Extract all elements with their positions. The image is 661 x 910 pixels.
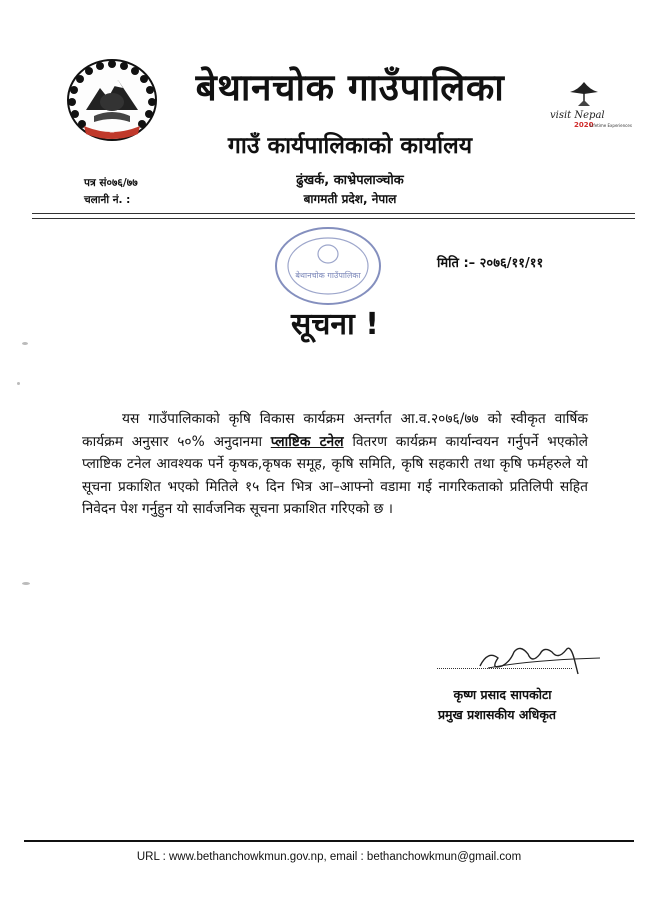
notice-body bbox=[82, 408, 588, 521]
notice-body-highlight: प्लाष्टिक टनेल bbox=[270, 433, 344, 450]
svg-text:—: — bbox=[109, 130, 115, 136]
nepal-government-emblem-icon bbox=[66, 58, 158, 142]
notice-body-part1: यस गाउँपालिकाको कृषि विकास कार्यक्रम अन्तर्गत आ.व.२०७६/७७ को स्वीकृत वार्षिक कार्यक्रम अनुसार ५०% अनुदानमा bbox=[82, 411, 588, 450]
scan-speck bbox=[22, 582, 30, 585]
office-province: बागमती प्रदेश, नेपाल bbox=[303, 192, 397, 206]
svg-text:2020: 2020 bbox=[574, 121, 594, 129]
header-divider-bottom bbox=[32, 218, 635, 219]
svg-text:visit Nepal: visit Nepal bbox=[550, 110, 605, 121]
signatory-name: कृष्ण प्रसाद सापकोटा bbox=[453, 687, 552, 702]
visit-nepal-2020-logo-icon bbox=[548, 80, 632, 138]
office-address: ढुंखर्क, काभ्रेपलाञ्चोक bbox=[296, 173, 404, 188]
reference-number: पत्र सं०७६/७७ bbox=[84, 177, 138, 189]
signature-dotted-line bbox=[437, 668, 572, 669]
dispatch-number: चलानी नं. : bbox=[84, 194, 131, 206]
notice-date: मिति :– २०७६/११/११ bbox=[437, 256, 544, 271]
office-seal-stamp-icon bbox=[272, 224, 384, 308]
footer-divider bbox=[24, 840, 634, 842]
municipality-title: बेथानचोक गाउँपालिका bbox=[195, 66, 505, 109]
scan-speck bbox=[17, 382, 20, 385]
office-subtitle: गाउँ कार्यपालिकाको कार्यालय bbox=[227, 133, 473, 159]
header-divider-top bbox=[32, 213, 635, 214]
footer-contact: URL : www.bethanchowkmun.gov.np, email : bethanchowkmun@gmail.com bbox=[136, 851, 522, 863]
svg-text:बेथानचोक गाउँपालिका: बेथानचोक गाउँपालिका bbox=[295, 271, 361, 280]
svg-text:Lifetime Experiences: Lifetime Experiences bbox=[590, 123, 632, 128]
scan-speck bbox=[22, 342, 28, 345]
signatory-designation: प्रमुख प्रशासकीय अधिकृत bbox=[437, 707, 557, 722]
notice-title: सूचना ! bbox=[291, 307, 379, 342]
handwritten-signature-icon bbox=[470, 636, 605, 681]
notice-body-part2: वितरण कार्यक्रम कार्यान्वयन गर्नुपर्ने भएकोले प्लाष्टिक टनेल आवश्यक पर्ने कृषक,कृषक समूह, कृषि समिति, कृषि सहकारी तथा कृषि फर्महरुले यो सूचना प्रकाशित भएको मितिले १५ दिन भित्र आ–आफ्नो वडामा गई नागरिकताको प्रतिलिपी सहित निवेदन पेश गर्नुहुन यो सार्वजनिक सूचना प्रकाशित गरिएको छ । bbox=[82, 433, 589, 517]
